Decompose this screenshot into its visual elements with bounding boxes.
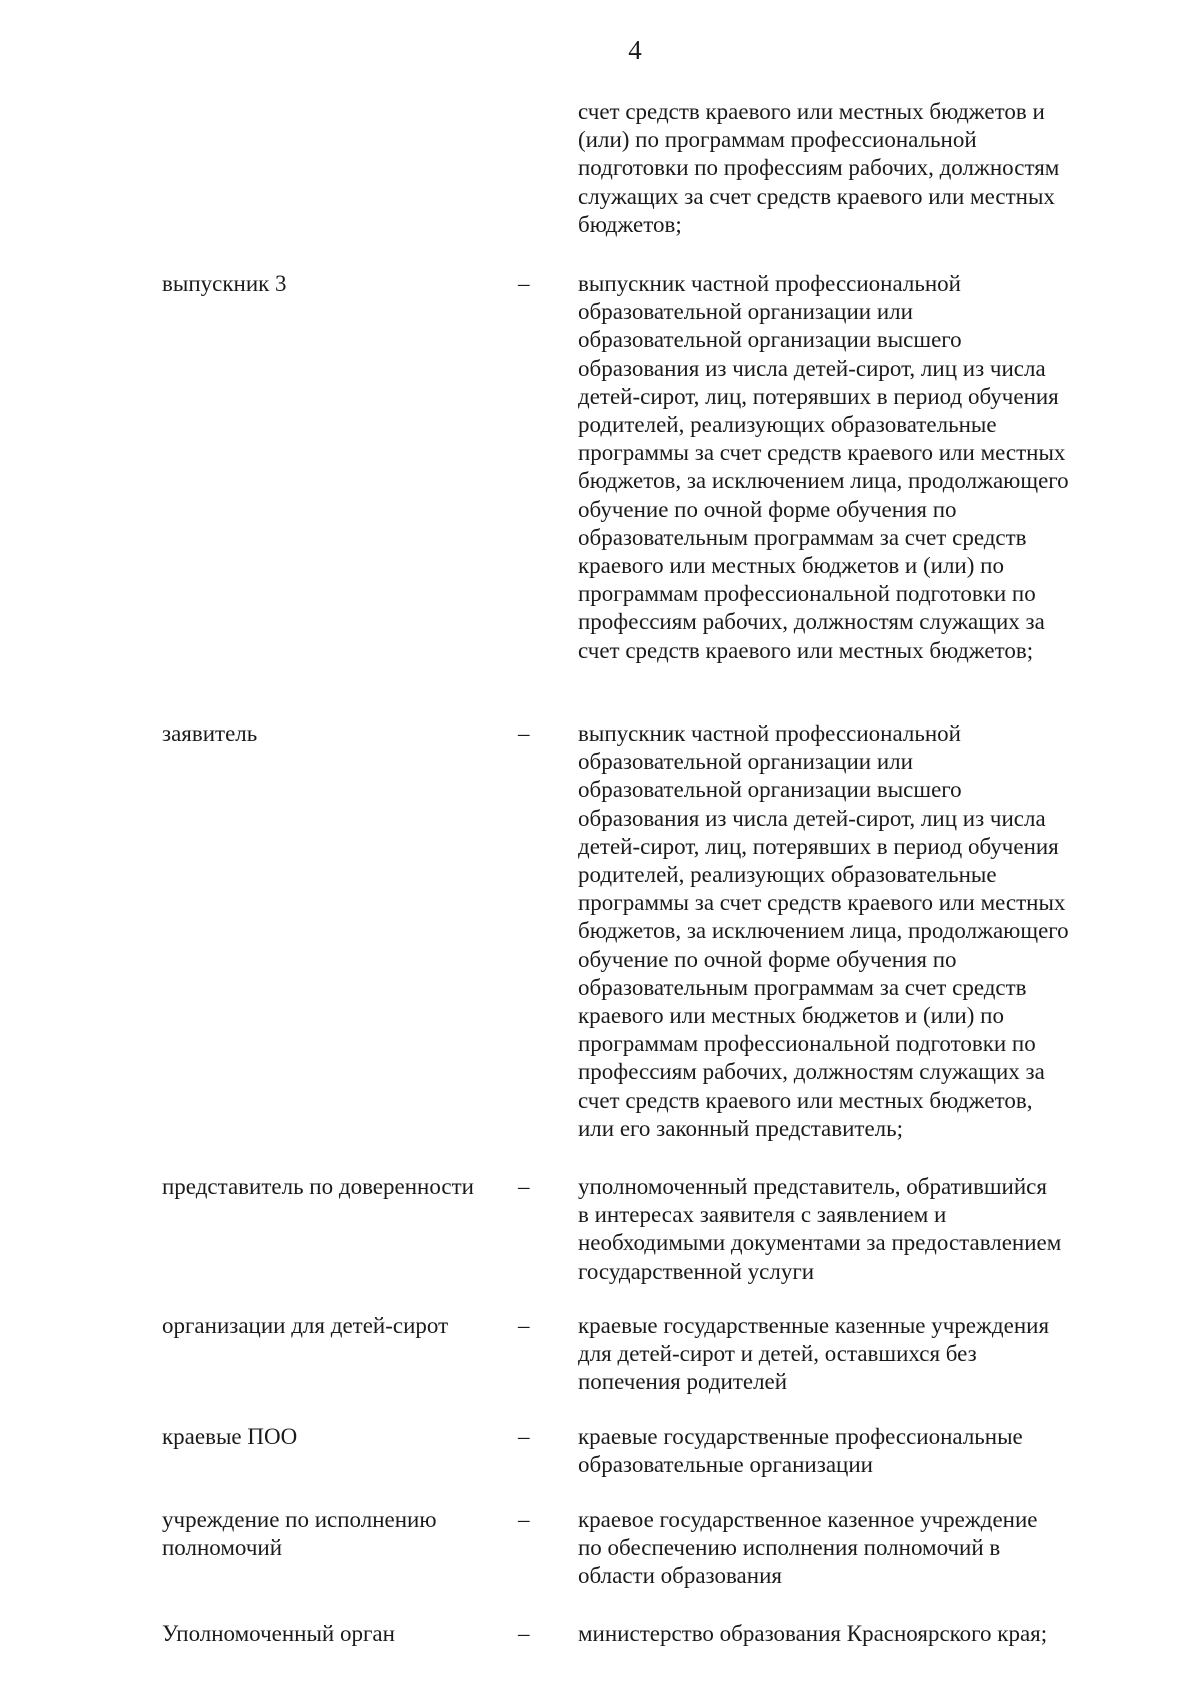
entry-definition: краевое государственное казенное учреждение по обеспечению исполнения полномочий в области образования <box>578 1507 1038 1589</box>
entry-definition: краевые государственные казенные учреждения для детей-сирот и детей, оставшихся без попечения родителей <box>578 1313 1050 1395</box>
entry-term: заявитель <box>162 721 258 746</box>
entry-term: организации для детей-сирот <box>162 1313 449 1338</box>
entry-term: Уполномоченный орган <box>162 1621 395 1646</box>
entry-dash: – <box>518 1621 530 1646</box>
page-number: 4 <box>628 35 642 65</box>
entry-dash: – <box>518 271 530 296</box>
entry-definition: уполномоченный представитель, обратившийся в интересах заявителя с заявлением и необходимыми документами за предоставлением государственной услуги <box>578 1174 1062 1284</box>
entry-dash: – <box>518 1424 530 1449</box>
entry-dash: – <box>518 1507 530 1532</box>
entry-definition: выпускник частной профессиональной образовательной организации или образовательной организации высшего образования из числа детей-сирот, лиц из числа детей-сирот, лиц, потерявших в период обучения родителей, реализующих образовательные программы за счет средств краевого или местных бюджетов, за исключением лица, продолжающего обучение по очной форме обучения по образовательным программам за счет средств краевого или местных бюджетов и (или) по программам профессиональной подготовки по профессиям рабочих, должностям служащих за счет средств краевого или местных бюджетов; <box>578 271 1069 663</box>
entry-term: представитель по доверенности <box>162 1174 474 1199</box>
entry-dash: – <box>518 721 530 746</box>
entry-definition: министерство образования Красноярского края; <box>578 1621 1048 1646</box>
entry-definition: выпускник частной профессиональной образовательной организации или образовательной организации высшего образования из числа детей-сирот, лиц из числа детей-сирот, лиц, потерявших в период обучения родителей, реализующих образовательные программы за счет средств краевого или местных бюджетов, за исключением лица, продолжающего обучение по очной форме обучения по образовательным программам за счет средств краевого или местных бюджетов и (или) по программам профессиональной подготовки по профессиям рабочих, должностям служащих за счет средств краевого или местных бюджетов, или его законный представитель; <box>578 721 1069 1141</box>
continuation-paragraph: счет средств краевого или местных бюджетов и (или) по программам профессиональной подготовки по профессиям рабочих, должностям служащих за счет средств краевого или местных бюджетов; <box>578 99 1060 237</box>
entry-dash: – <box>518 1313 530 1338</box>
entry-term: краевые ПОО <box>162 1424 298 1449</box>
entry-definition: краевые государственные профессиональные образовательные организации <box>578 1424 1023 1478</box>
entry-dash: – <box>518 1174 530 1199</box>
entry-term: учреждение по исполнению полномочий <box>162 1507 437 1561</box>
entry-term: выпускник 3 <box>162 271 287 296</box>
